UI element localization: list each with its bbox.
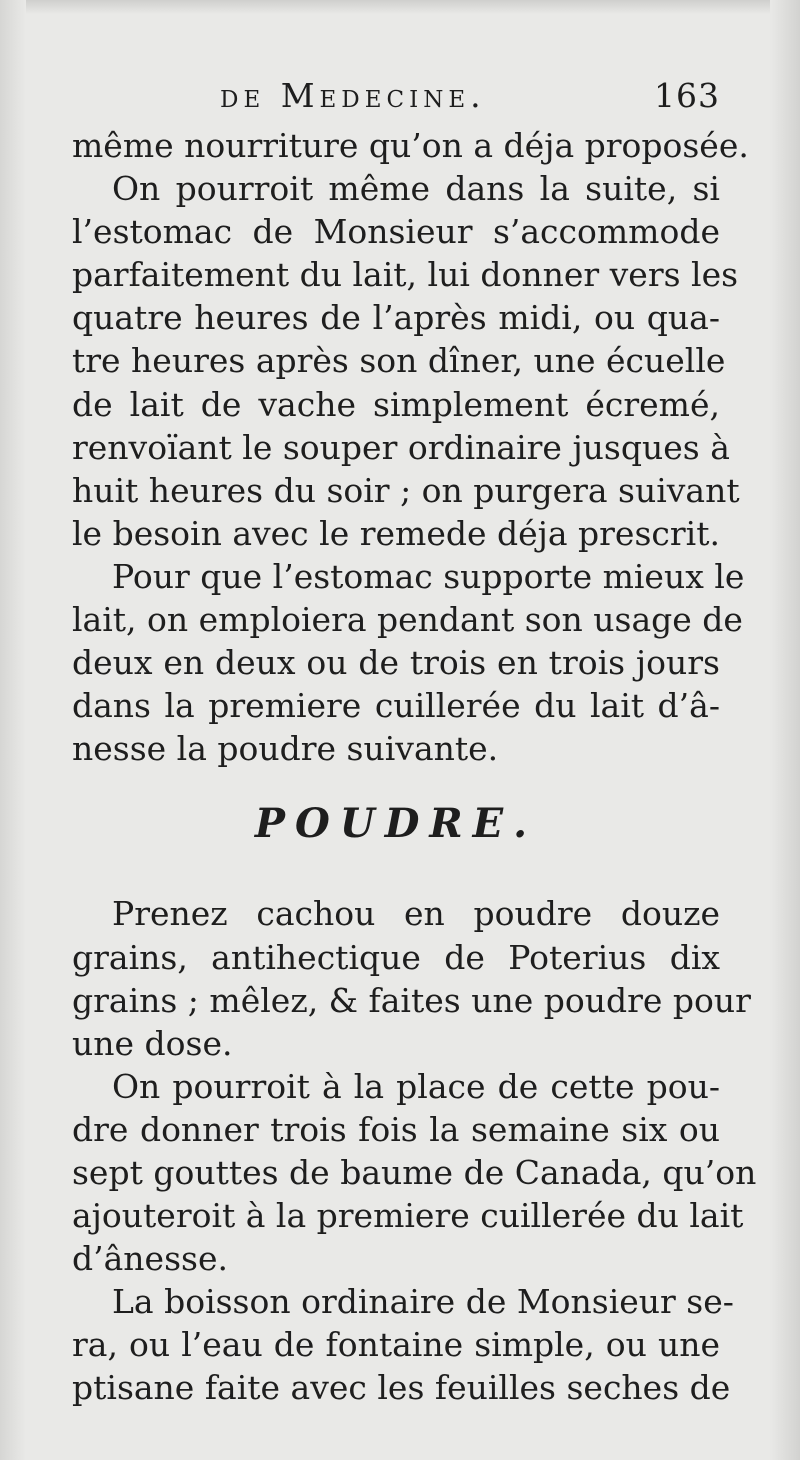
running-header <box>72 76 720 124</box>
paragraph <box>72 1065 757 1280</box>
text-line: de lait de vache simplement écremé, <box>72 384 720 424</box>
page-edge-top <box>0 0 800 14</box>
paragraph <box>72 1280 734 1409</box>
page-number: 163 <box>654 76 720 115</box>
text-line: Pour que l’estomac supporte mieux le <box>112 556 745 596</box>
paragraph <box>72 167 740 555</box>
paragraph <box>72 555 745 770</box>
text-line: dre donner trois fois la semaine six ou <box>72 1109 720 1149</box>
text-line: ptisane faite avec les feuilles seches de <box>72 1368 731 1408</box>
text-line: lait, on emploiera pendant son usage de <box>72 600 743 640</box>
text-line: La boisson ordinaire de Monsieur se- <box>112 1282 734 1322</box>
text-line: ajouteroit à la premiere cuillerée du lait <box>72 1196 744 1236</box>
text-line: d’ânesse. <box>72 1239 228 1279</box>
paragraphs-before-title <box>72 124 749 770</box>
text-line: tre heures après son dîner, une écuelle <box>72 341 726 381</box>
running-header-title: de Medecine. <box>220 76 486 115</box>
paragraph <box>72 892 751 1064</box>
page-edge-left <box>0 0 26 1460</box>
text-line: même nourriture qu’on a déja proposée. <box>72 126 749 165</box>
text-line: grains ; mêlez, & faites une poudre pour <box>72 980 751 1020</box>
text-line: nesse la poudre suivante. <box>72 729 499 769</box>
text-line: l’estomac de Monsieur s’accommode <box>72 212 720 252</box>
text-line: parfaitement du lait, lui donner vers les <box>72 255 739 295</box>
paragraph <box>72 124 749 167</box>
text-line: renvoïant le souper ordinaire jusques à <box>72 427 730 467</box>
paragraphs-after-title <box>72 892 757 1409</box>
text-line: dans la premiere cuillerée du lait d’â- <box>72 686 720 726</box>
text-line: ra, ou l’eau de fontaine simple, ou une <box>72 1325 720 1365</box>
text-line: On pourroit à la place de cette pou- <box>112 1066 720 1106</box>
text-line: On pourroit même dans la suite, si <box>112 169 720 209</box>
text-line: une dose. <box>72 1023 233 1063</box>
text-line: le besoin avec le remede déja prescrit. <box>72 513 720 553</box>
text-line: Prenez cachou en poudre douze <box>112 894 720 934</box>
section-title: POUDRE. <box>254 800 538 848</box>
text-line: quatre heures de l’après midi, ou qua- <box>72 298 720 338</box>
text-line: huit heures du soir ; on purgera suivant <box>72 470 740 510</box>
text-line: deux en deux ou de trois en trois jours <box>72 643 720 683</box>
text-block <box>72 76 757 1410</box>
text-line: grains, antihectique de Poterius dix <box>72 937 720 977</box>
text-line: sept gouttes de baume de Canada, qu’on <box>72 1152 757 1192</box>
page-edge-right <box>770 0 800 1460</box>
